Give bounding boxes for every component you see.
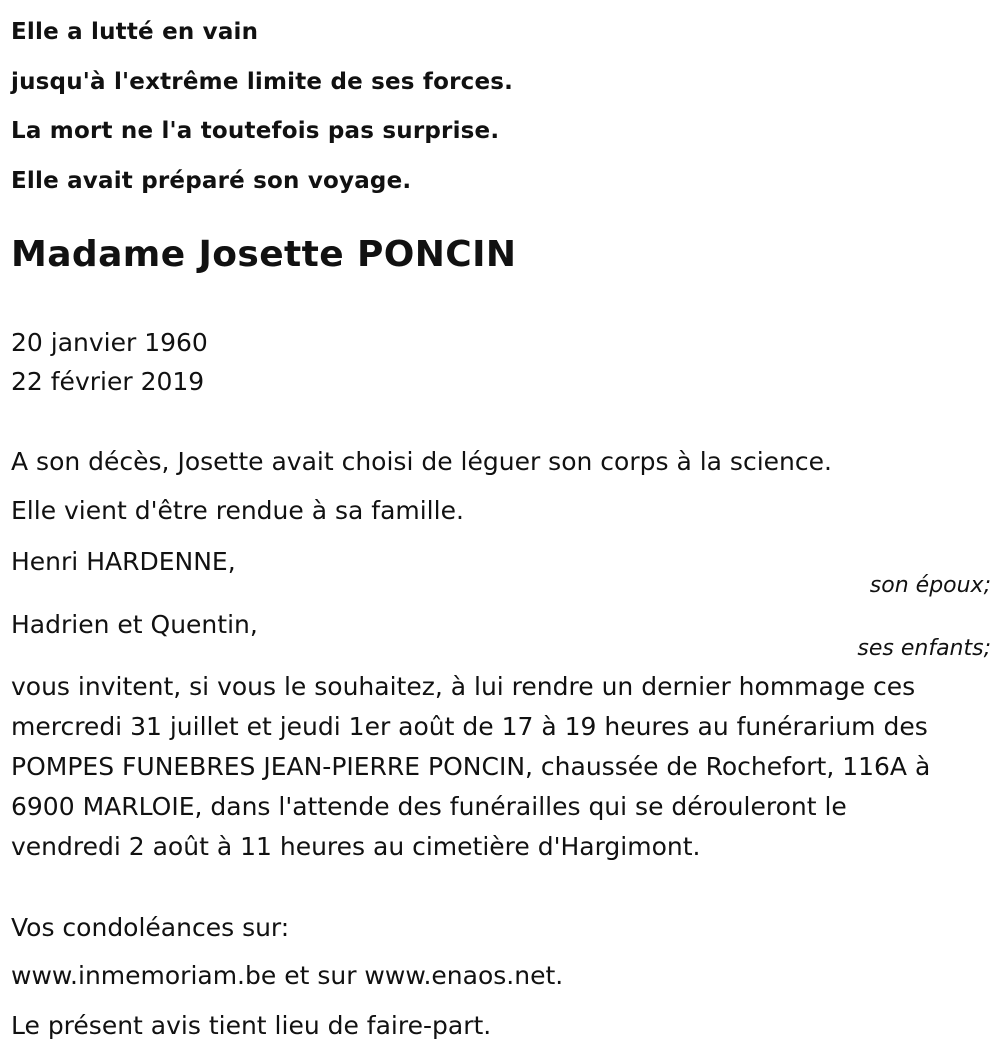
birth-date: 20 janvier 1960	[11, 328, 208, 357]
invitation-line: mercredi 31 juillet et jeudi 1er août de 17 à 19 heures au funérarium des	[11, 712, 928, 741]
family-member-relation: son époux;	[869, 573, 991, 598]
invitation-line: vendredi 2 août à 11 heures au cimetière d'Hargimont.	[11, 832, 701, 861]
poem-line: Elle a lutté en vain	[11, 19, 259, 45]
deceased-name: Madame Josette PONCIN	[11, 234, 517, 275]
poem	[11, 8, 513, 206]
invitation-paragraph	[11, 667, 996, 867]
life-dates	[11, 323, 208, 401]
family-member-names: Hadrien et Quentin,	[11, 610, 258, 639]
invitation-line: 6900 MARLOIE, dans l'attende des funérailles qui se dérouleront le	[11, 792, 847, 821]
faire-part-notice: Le présent avis tient lieu de faire-part.	[11, 1011, 492, 1040]
poem-line: La mort ne l'a toutefois pas surprise.	[11, 118, 500, 144]
invitation-line: POMPES FUNEBRES JEAN-PIERRE PONCIN, chaussée de Rochefort, 116A à	[11, 752, 931, 781]
body-text-science: A son décès, Josette avait choisi de léguer son corps à la science.	[11, 447, 832, 476]
family-member-relation: ses enfants;	[857, 636, 991, 661]
poem-line: Elle avait préparé son voyage.	[11, 167, 412, 194]
family-member-names: Henri HARDENNE,	[11, 547, 236, 576]
condolence-websites: www.inmemoriam.be et sur www.enaos.net.	[11, 961, 564, 990]
death-date: 22 février 2019	[11, 367, 205, 396]
poem-line: jusqu'à l'extrême limite de ses forces.	[11, 68, 514, 95]
invitation-line: vous invitent, si vous le souhaitez, à lui rendre un dernier hommage ces	[11, 672, 916, 701]
body-text-returned: Elle vient d'être rendue à sa famille.	[11, 496, 464, 525]
condolences-label: Vos condoléances sur:	[11, 913, 290, 942]
